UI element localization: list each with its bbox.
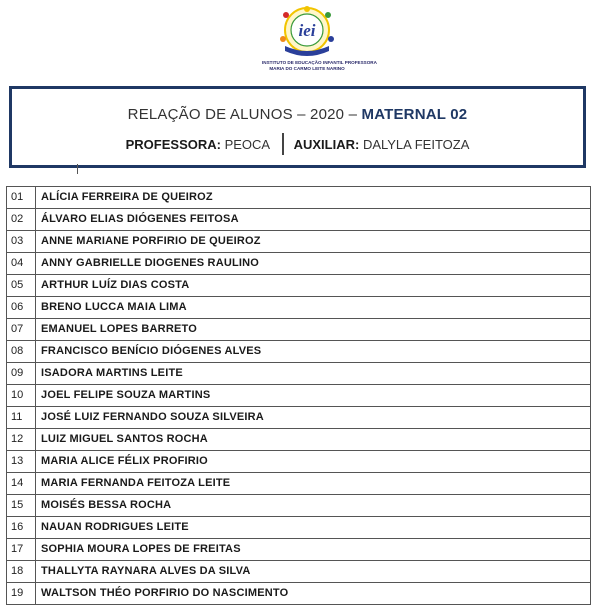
student-list-body [7, 187, 591, 605]
student-name: MARIA FERNANDA FEITOZA LEITE [36, 473, 591, 495]
student-row [7, 517, 591, 539]
student-row [7, 385, 591, 407]
student-row [7, 495, 591, 517]
student-number: 02 [7, 209, 36, 231]
student-number: 07 [7, 319, 36, 341]
student-number: 03 [7, 231, 36, 253]
student-row [7, 363, 591, 385]
class-name: MATERNAL 02 [361, 106, 468, 123]
student-name: THALLYTA RAYNARA ALVES DA SILVA [36, 561, 591, 583]
student-name: NAUAN RODRIGUES LEITE [36, 517, 591, 539]
student-name: BRENO LUCCA MAIA LIMA [36, 297, 591, 319]
list-title [12, 106, 583, 123]
student-number: 05 [7, 275, 36, 297]
divider-mark [77, 164, 78, 174]
student-row [7, 297, 591, 319]
student-number: 19 [7, 583, 36, 605]
student-row [7, 253, 591, 275]
student-row [7, 451, 591, 473]
student-number: 01 [7, 187, 36, 209]
student-list-table [6, 186, 591, 605]
student-name: LUIZ MIGUEL SANTOS ROCHA [36, 429, 591, 451]
student-row [7, 473, 591, 495]
teacher-label: PROFESSORA: [125, 136, 221, 152]
student-name: ANNE MARIANE PORFIRIO DE QUEIROZ [36, 231, 591, 253]
school-name-line-2: MARIA DO CARMO LEITE NARINO [269, 66, 345, 71]
student-row [7, 583, 591, 605]
student-row [7, 429, 591, 451]
student-name: ARTHUR LUÍZ DIAS COSTA [36, 275, 591, 297]
student-row [7, 275, 591, 297]
student-name: JOEL FELIPE SOUZA MARTINS [36, 385, 591, 407]
assistant-label: AUXILIAR: [293, 136, 360, 152]
student-name: ISADORA MARTINS LEITE [36, 363, 591, 385]
student-number: 11 [7, 407, 36, 429]
student-number: 06 [7, 297, 36, 319]
assistant-name: DALYLA FEITOZA [362, 136, 470, 152]
student-name: JOSÉ LUIZ FERNANDO SOUZA SILVEIRA [36, 407, 591, 429]
student-row [7, 407, 591, 429]
student-number: 17 [7, 539, 36, 561]
student-row [7, 319, 591, 341]
class-header-box [9, 86, 586, 168]
student-name: ALÍCIA FERREIRA DE QUEIROZ [36, 187, 591, 209]
student-number: 12 [7, 429, 36, 451]
student-name: ANNY GABRIELLE DIOGENES RAULINO [36, 253, 591, 275]
student-number: 08 [7, 341, 36, 363]
student-number: 13 [7, 451, 36, 473]
student-number: 15 [7, 495, 36, 517]
school-name-line-1: INSTITUTO DE EDUCAÇÃO INFANTIL PROFESSORA [262, 60, 377, 65]
student-name: ÁLVARO ELIAS DIÓGENES FEITOSA [36, 209, 591, 231]
student-row [7, 561, 591, 583]
school-logo-icon [276, 6, 338, 58]
student-name: SOPHIA MOURA LOPES DE FREITAS [36, 539, 591, 561]
student-number: 14 [7, 473, 36, 495]
student-row [7, 187, 591, 209]
student-number: 16 [7, 517, 36, 539]
student-name: FRANCISCO BENÍCIO DIÓGENES ALVES [36, 341, 591, 363]
student-row [7, 341, 591, 363]
student-name: WALTSON THÉO PORFIRIO DO NASCIMENTO [36, 583, 591, 605]
student-number: 10 [7, 385, 36, 407]
teacher-name: PEOCA [224, 136, 271, 152]
svg-text:iei: iei [298, 21, 316, 40]
student-name: MOISÉS BESSA ROCHA [36, 495, 591, 517]
student-name: MARIA ALICE FÉLIX PROFIRIO [36, 451, 591, 473]
student-name: EMANUEL LOPES BARRETO [36, 319, 591, 341]
list-title-prefix: RELAÇÃO DE ALUNOS – 2020 – [127, 106, 362, 123]
student-number: 18 [7, 561, 36, 583]
student-row [7, 209, 591, 231]
staff-divider [282, 133, 284, 155]
staff-line [12, 133, 583, 155]
student-number: 09 [7, 363, 36, 385]
student-number: 04 [7, 253, 36, 275]
student-row [7, 539, 591, 561]
student-row [7, 231, 591, 253]
school-logo [262, 6, 377, 80]
